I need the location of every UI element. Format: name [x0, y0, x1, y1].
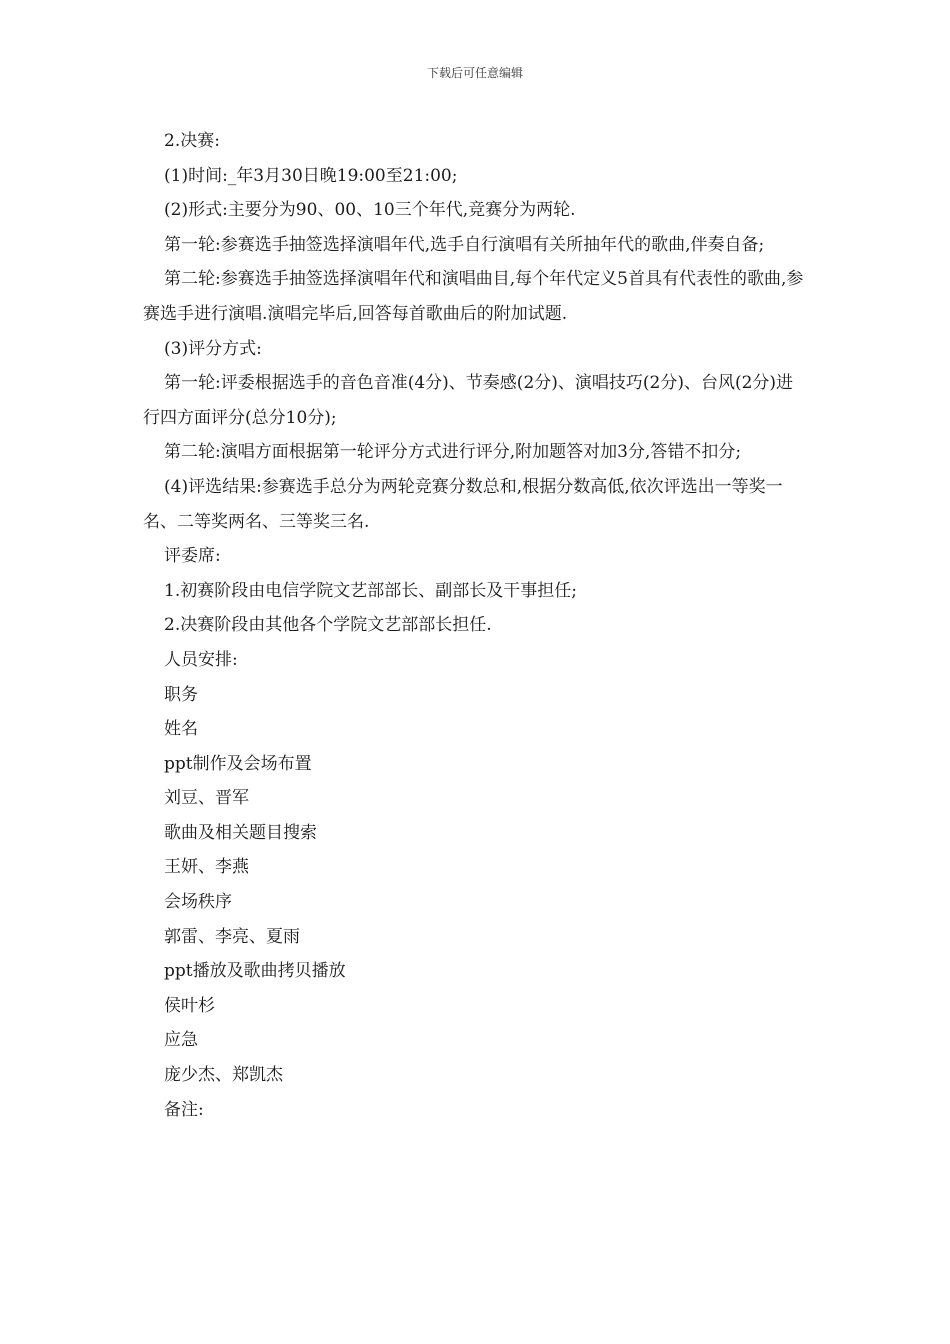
paragraph-final-round: 2.决赛:: [164, 131, 220, 151]
staff-names: 郭雷、李亮、夏雨: [164, 926, 300, 947]
paragraph-format: (2)形式:主要分为90、00、10三个年代,竞赛分为两轮.: [164, 200, 576, 221]
staff-name-header: 姓名: [164, 719, 198, 740]
paragraph-round-two: 第二轮:参赛选手抽签选择演唱年代和演唱曲目,每个年代定义5首具有代表性的歌曲,参赛选手进行演唱.演唱完毕后,回答每首歌曲后的附加试题.: [143, 269, 804, 324]
paragraph-round-one: 第一轮:参赛选手抽签选择演唱年代,选手自行演唱有关所抽年代的歌曲,伴奏自备;: [164, 234, 765, 255]
staff-names: 庞少杰、郑凯杰: [164, 1065, 283, 1086]
paragraph-judges-prelim: 1.初赛阶段由电信学院文艺部部长、副部长及干事担任;: [164, 580, 577, 601]
staff-role-header: 职务: [164, 684, 198, 705]
document-body: [143, 124, 810, 1127]
paragraph-staff-heading: 人员安排:: [164, 649, 238, 670]
staff-role: 应急: [164, 1030, 198, 1051]
staff-role: 歌曲及相关题目搜索: [164, 822, 317, 843]
paragraph-results: (4)评选结果:参赛选手总分为两轮竞赛分数总和,根据分数高低,依次评选出一等奖一名、二等奖两名、三等奖三名.: [143, 476, 783, 532]
staff-role: 会场秩序: [164, 892, 232, 913]
staff-names: 侯叶杉: [164, 995, 215, 1016]
paragraph-time: (1)时间:_年3月30日晚19:00至21:00;: [164, 165, 458, 186]
paragraph-judges-final: 2.决赛阶段由其他各个学院文艺部部长担任.: [164, 615, 492, 636]
paragraph-notes-heading: 备注:: [164, 1099, 204, 1120]
paragraph-scoring-round-one: 第一轮:评委根据选手的音色音准(4分)、节奏感(2分)、演唱技巧(2分)、台风(2分)进行四方面评分(总分10分);: [143, 373, 794, 428]
staff-role: ppt制作及会场布置: [164, 753, 312, 774]
staff-names: 刘豆、晋军: [164, 788, 249, 809]
paragraph-judges-heading: 评委席:: [164, 546, 221, 567]
page-header: 下载后可任意编辑: [426, 66, 523, 80]
paragraph-scoring-round-two: 第二轮:演唱方面根据第一轮评分方式进行评分,附加题答对加3分,答错不扣分;: [164, 442, 742, 463]
staff-role: ppt播放及歌曲拷贝播放: [164, 961, 346, 982]
staff-names: 王妍、李燕: [164, 857, 249, 878]
paragraph-scoring-heading: (3)评分方式:: [164, 338, 262, 359]
